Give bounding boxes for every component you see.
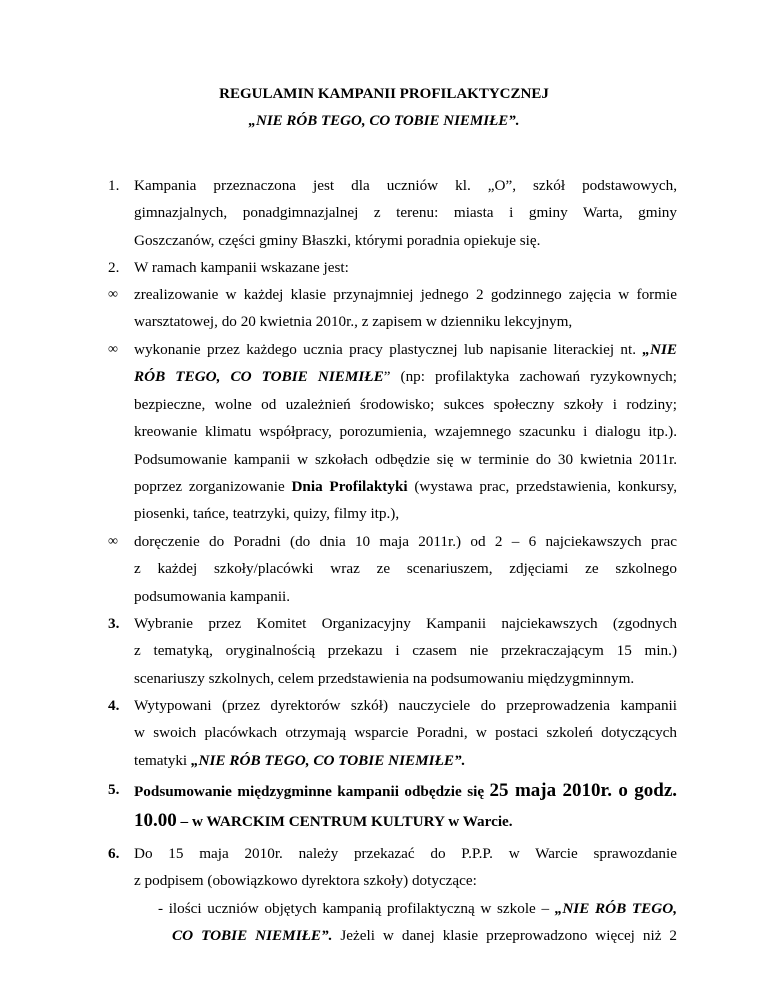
- bullet-line: bezpieczne, wolne od uzależnień środowisko; sukces społeczny szkoły i rodziny;: [134, 395, 677, 413]
- sub-item-continuation: [172, 922, 677, 949]
- item-3-line: z tematyką, oryginalnością przekazu i czasem nie przekraczającym 15 min.): [134, 642, 677, 660]
- item-number-1: 1.: [108, 177, 120, 194]
- item-3-line: scenariuszy szkolnych, celem przedstawienia na podsumowaniu międzygminnym.: [134, 669, 635, 687]
- bullet-icon: ∞: [108, 342, 118, 357]
- item-4-line: tematyki „NIE RÓB TEGO, CO TOBIE NIEMIŁE”.: [134, 751, 466, 769]
- item-1: [134, 172, 677, 254]
- bullet-line: doręczenie do Poradni (do dnia 10 maja 2011r.) od 2 – 6 najciekawszych prac: [134, 533, 677, 550]
- item-6: [134, 840, 677, 895]
- item-number-3: 3.: [108, 615, 120, 632]
- bullet-line: piosenki, tańce, teatrzyki, quizy, filmy itp.),: [134, 505, 400, 523]
- item-3-line: Wybranie przez Komitet Organizacyjny Kampanii najciekawszych (zgodnych: [134, 615, 677, 632]
- bullet-line: kreowanie klimatu współpracy, porozumienia, wzajemnego szacunku i dialogu itp.).: [134, 423, 677, 441]
- bullet-icon: ∞: [108, 287, 118, 302]
- item-6-line: Do 15 maja 2010r. należy przekazać do P.P.P. w Warcie sprawozdanie: [134, 845, 677, 862]
- item-4-line: w swoich placówkach otrzymają wsparcie Poradni, w postaci szkoleń dotyczących: [134, 724, 677, 742]
- document-subtitle: „NIE RÓB TEGO, CO TOBIE NIEMIŁE”.: [248, 113, 520, 129]
- sub-item-line: CO TOBIE NIEMIŁE”. Jeżeli w danej klasie przeprowadzono więcej niż 2: [172, 927, 677, 944]
- item-number-6: 6.: [108, 845, 120, 862]
- item-5: [134, 776, 677, 836]
- bullet-item-1: [134, 281, 677, 336]
- bullet-line: warsztatowej, do 20 kwietnia 2010r., z zapisem w dzienniku lekcyjnym,: [134, 313, 573, 331]
- item-4-line: Wytypowani (przez dyrektorów szkół) nauczyciele do przeprowadzenia kampanii: [134, 697, 677, 714]
- item-1-line: Kampania przeznaczona jest dla uczniów kl. „O”, szkół podstawowych,: [134, 177, 677, 194]
- item-2-line: W ramach kampanii wskazane jest:: [134, 259, 349, 276]
- bullet-item-2: [134, 336, 677, 528]
- item-4: [134, 692, 677, 774]
- item-6-line: z podpisem (obowiązkowo dyrektora szkoły) dotyczące:: [134, 872, 477, 890]
- document-title: REGULAMIN KAMPANII PROFILAKTYCZNEJ: [219, 86, 549, 102]
- item-2: [134, 254, 677, 281]
- item-1-line: gimnazjalnych, ponadgimnazjalnej z terenu: miasta i gminy Warta, gminy: [134, 204, 677, 222]
- item-3: [134, 610, 677, 692]
- bullet-line: Podsumowanie kampanii w szkołach odbędzie się w terminie do 30 kwietnia 2011r.: [134, 450, 677, 468]
- bullet-line: podsumowania kampanii.: [134, 587, 291, 605]
- item-number-4: 4.: [108, 697, 120, 714]
- item-5-line: Podsumowanie międzygminne kampanii odbędzie się 25 maja 2010r. o godz.: [134, 780, 678, 801]
- bullet-line: RÓB TEGO, CO TOBIE NIEMIŁE” (np: profilaktyka zachowań ryzykownych;: [134, 368, 677, 386]
- item-1-line: Goszczanów, części gminy Błaszki, którymi poradnia opiekuje się.: [134, 231, 541, 249]
- item-5-line: 10.00 – w WARCKIM CENTRUM KULTURY w Warcie.: [134, 810, 513, 831]
- sub-item-line: - ilości uczniów objętych kampanią profilaktyczną w szkole – „NIE RÓB TEGO,: [158, 900, 677, 917]
- bullet-line: z każdej szkoły/placówki wraz ze scenariuszem, zdjęciami ze szkolnego: [134, 560, 677, 578]
- bullet-icon: ∞: [108, 534, 118, 549]
- bullet-line: wykonanie przez każdego ucznia pracy plastycznej lub napisanie literackiej nt. „NIE: [134, 341, 677, 358]
- bullet-item-3: [134, 528, 677, 610]
- item-number-5: 5.: [108, 781, 120, 798]
- item-number-2: 2.: [108, 259, 120, 276]
- bullet-line: zrealizowanie w każdej klasie przynajmniej jednego 2 godzinnego zajęcia w formie: [134, 286, 677, 303]
- bullet-line: poprzez zorganizowanie Dnia Profilaktyki (wystawa prac, przedstawienia, konkursy,: [134, 477, 677, 495]
- sub-item: [158, 895, 677, 922]
